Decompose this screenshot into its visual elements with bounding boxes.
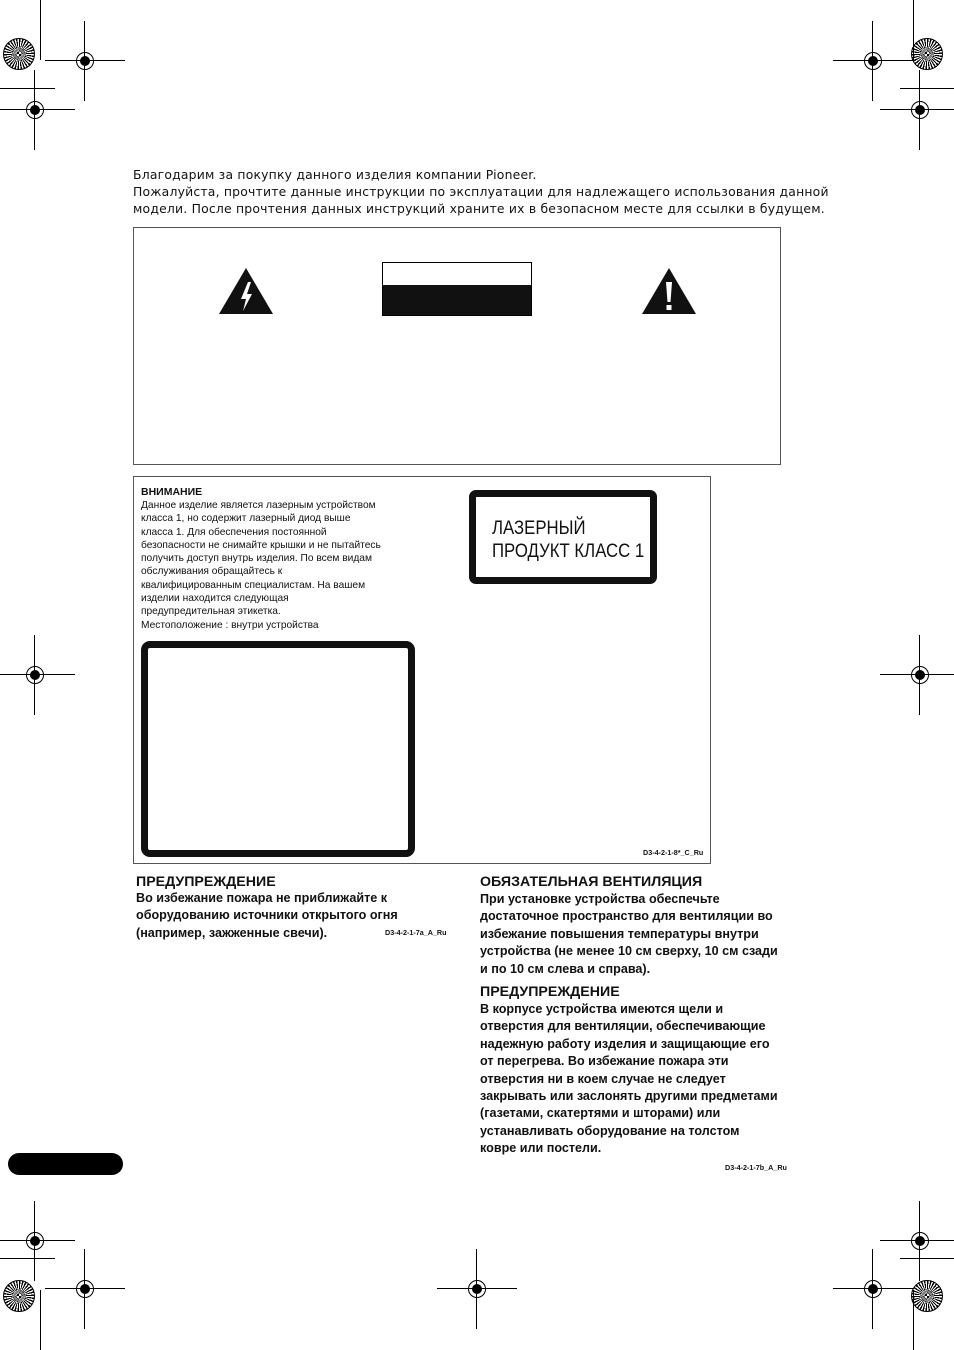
caution-line: предупредительная этикетка.: [141, 606, 281, 618]
registration-mark: [905, 95, 935, 125]
crop-mark: [913, 0, 914, 60]
caution-line: Данное изделие является лазерным устройством: [141, 500, 376, 511]
fire-warning-title: ПРЕДУПРЕЖДЕНИЕ: [136, 874, 276, 890]
intro-line: Пожалуйста, прочтите данные инструкции по эксплуатации для надлежащего использования данной: [133, 184, 829, 199]
intro-line: Благодарим за покупку данного изделия компании Pioneer.: [133, 167, 537, 182]
registration-mark: [20, 660, 50, 690]
lightning-warning-icon: [217, 266, 275, 316]
caution-line: квалифицированным специалистам. На вашем: [141, 579, 366, 591]
registration-mark: [20, 1226, 50, 1256]
crop-mark: [40, 1290, 41, 1350]
laser-label-line: ПРОДУКТ КЛАСС 1: [492, 540, 645, 562]
document-code: D3-4-2-1-8*_C_Ru: [643, 848, 704, 857]
registration-mark: [20, 95, 50, 125]
vent-warning-line: ковре или постели.: [480, 1141, 602, 1156]
ventilation-line: и по 10 см слева и справа).: [480, 961, 651, 976]
ventilation-line: устройства (не менее 10 см сверху, 10 см сзади: [480, 944, 778, 959]
fire-warning-line: оборудованию источники открытого огня: [136, 908, 398, 923]
crop-mark: [0, 88, 55, 89]
crop-mark: [40, 0, 41, 60]
caution-text: [141, 499, 431, 632]
color-wheel-mark: [911, 38, 943, 70]
vent-warning-line: закрывать или заслонять другими предметами: [480, 1089, 778, 1104]
intro-text: [133, 166, 829, 217]
vent-warning-line: надежную работу изделия и защищающие его: [480, 1036, 770, 1051]
crop-mark: [900, 88, 954, 89]
ventilation-line: достаточное пространство для вентиляции во: [480, 909, 773, 924]
vent-warning-text: [480, 1001, 778, 1158]
intro-line: модели. После прочтения данных инструкций храните их в безопасном месте для ссылки в будущем.: [133, 201, 825, 216]
registration-mark: [858, 46, 888, 76]
ventilation-title: ОБЯЗАТЕЛЬНАЯ ВЕНТИЛЯЦИЯ: [480, 874, 703, 890]
document-code: D3-4-2-1-7a_A_Ru: [385, 928, 447, 937]
vent-warning-title: ПРЕДУПРЕЖДЕНИЕ: [480, 984, 620, 1000]
registration-mark: [70, 46, 100, 76]
caution-line: получить доступ внутрь изделия. По всем видам: [141, 553, 372, 565]
fire-warning-line: (например, зажженные свечи).: [136, 925, 328, 940]
crop-mark: [900, 1258, 954, 1259]
caution-plate: [382, 262, 532, 316]
registration-mark: [905, 660, 935, 690]
caution-line: обслуживания обращайтесь к: [141, 566, 283, 578]
caution-line: класса 1. Для обеспечения постоянной: [141, 526, 327, 538]
caution-line: Местоположение : внутри устройства: [141, 619, 319, 631]
registration-mark: [70, 1274, 100, 1304]
vent-warning-line: отверстия ни в коем случае не следует: [480, 1071, 726, 1086]
fire-warning-text: [136, 890, 398, 942]
ventilation-text: [480, 891, 778, 978]
vent-warning-line: устанавливать оборудование на толстом: [480, 1123, 740, 1138]
crop-mark: [913, 1290, 914, 1350]
color-wheel-mark: [3, 1280, 35, 1312]
registration-mark: [858, 1274, 888, 1304]
vent-warning-line: (газетами, скатертями и шторами) или: [480, 1106, 721, 1121]
caution-line: безопасности не снимайте крышки и не пытайтесь: [141, 539, 381, 551]
exclamation-warning-icon: [640, 266, 698, 316]
warning-label-frame: [141, 641, 415, 857]
ventilation-line: При установке устройства обеспечьте: [480, 892, 720, 906]
vent-warning-line: В корпусе устройства имеются щели и: [480, 1002, 724, 1016]
registration-mark: [462, 1274, 492, 1304]
laser-label-line: ЛАЗЕРНЫЙ: [492, 517, 586, 539]
laser-product-label: [469, 490, 657, 584]
caution-line: изделии находится следующая: [141, 593, 289, 605]
vent-warning-line: от перегрева. Во избежание пожара эти: [480, 1054, 729, 1069]
fire-warning-line: Во избежание пожара не приближайте к: [136, 891, 388, 905]
caution-title: ВНИМАНИЕ: [141, 486, 203, 498]
color-wheel-mark: [911, 1280, 943, 1312]
document-code: D3-4-2-1-7b_A_Ru: [725, 1163, 787, 1172]
ventilation-line: избежание повышения температуры внутри: [480, 926, 759, 941]
color-wheel-mark: [3, 38, 35, 70]
caution-line: класса 1, но содержит лазерный диод выше: [141, 513, 351, 525]
vent-warning-line: отверстия для вентиляции, обеспечивающие: [480, 1019, 766, 1034]
registration-mark: [905, 1226, 935, 1256]
crop-mark: [0, 1258, 55, 1259]
page-tab: [8, 1153, 123, 1175]
